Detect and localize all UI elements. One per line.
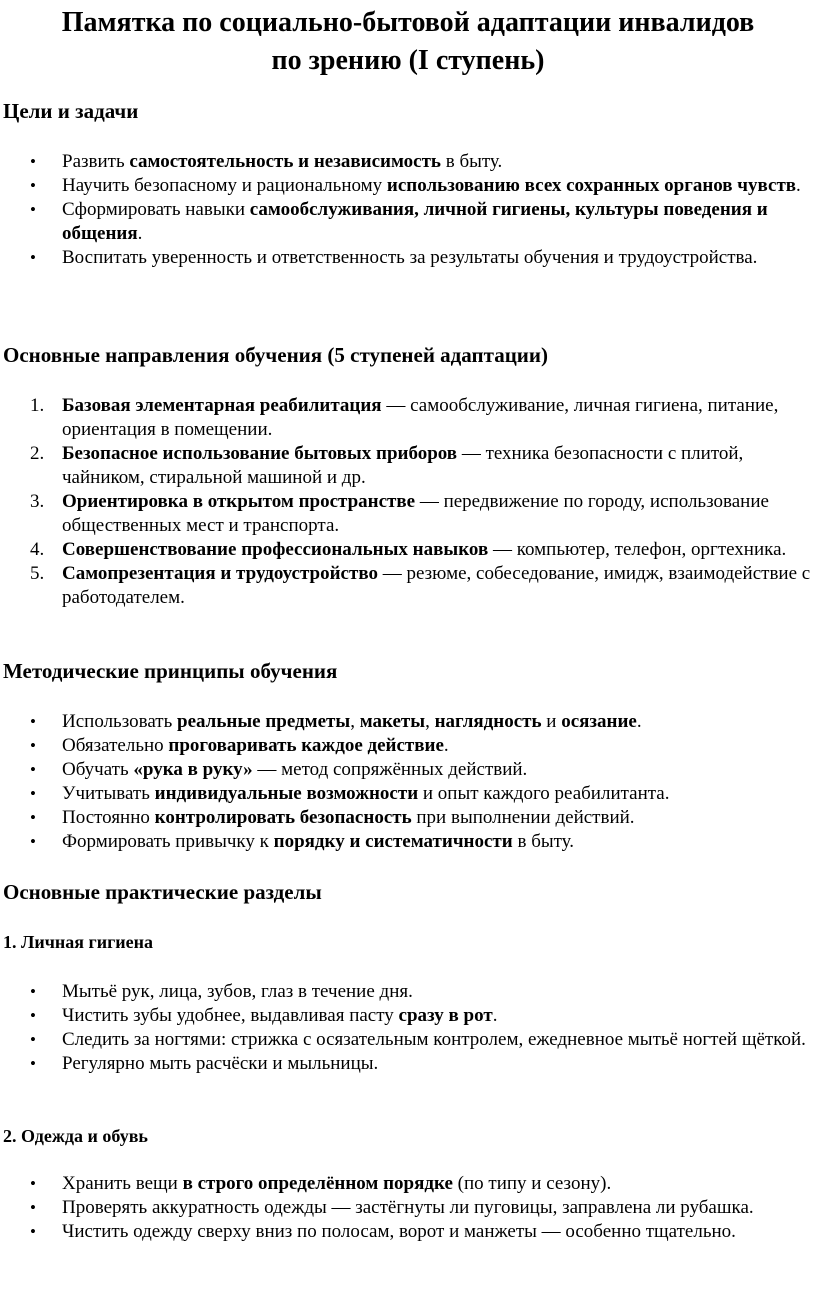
list-item: • Учитывать индивидуальные возможности и опыт каждого реабилитанта. xyxy=(0,782,812,806)
list-item: • Чистить зубы удобнее, выдавливая пасту сразу в рот. xyxy=(0,1004,812,1028)
list-item: 2. Безопасное использование бытовых приборов — техника безопасности с плитой, чайником, стиральной машиной и др. xyxy=(30,443,744,488)
list-item: 3. Ориентировка в открытом пространстве — передвижение по городу, использование общественных мест и транспорта. xyxy=(30,491,769,536)
hygiene-list xyxy=(0,980,812,1076)
list-item: • Сформировать навыки самообслуживания, личной гигиены, культуры поведения и общения. xyxy=(0,198,812,246)
list-item: • Регулярно мыть расчёски и мыльницы. xyxy=(0,1052,812,1076)
list-item: • Обязательно проговаривать каждое действие. xyxy=(0,734,812,758)
list-item: • Научить безопасному и рациональному использованию всех сохранных органов чувств. xyxy=(0,174,812,198)
practical-heading: Основные практические разделы xyxy=(3,880,322,904)
list-item: • Обучать «рука в руку» — метод сопряжённых действий. xyxy=(0,758,812,782)
directions-heading: Основные направления обучения (5 ступеней адаптации) xyxy=(3,343,548,367)
list-item: 1. Базовая элементарная реабилитация — самообслуживание, личная гигиена, питание, ориентация в помещении. xyxy=(30,395,779,440)
document-title xyxy=(0,4,816,80)
list-item: • Использовать реальные предметы, макеты, наглядность и осязание. xyxy=(0,710,812,734)
goals-heading: Цели и задачи xyxy=(3,99,139,123)
list-item: 4. Совершенствование профессиональных навыков — компьютер, телефон, оргтехника. xyxy=(30,539,787,560)
title-line-1: Памятка по социально-бытовой адаптации инвалидов xyxy=(61,7,755,38)
clothing-list xyxy=(0,1172,812,1244)
list-item: • Воспитать уверенность и ответственность за результаты обучения и трудоустройства. xyxy=(0,246,812,270)
title-line-2: по зрению (I ступень) xyxy=(271,45,545,76)
list-item: • Следить за ногтями: стрижка с осязательным контролем, ежедневное мытьё ногтей щёткой. xyxy=(0,1028,812,1052)
list-item: • Формировать привычку к порядку и систематичности в быту. xyxy=(0,830,812,854)
principles-list xyxy=(0,710,812,854)
list-item: • Хранить вещи в строго определённом порядке (по типу и сезону). xyxy=(0,1172,812,1196)
list-item: • Чистить одежду сверху вниз по полосам, ворот и манжеты — особенно тщательно. xyxy=(0,1220,812,1244)
principles-heading: Методические принципы обучения xyxy=(3,659,338,683)
list-item: • Развить самостоятельность и независимость в быту. xyxy=(0,150,812,174)
clothing-heading: 2. Одежда и обувь xyxy=(3,1126,148,1146)
list-item: • Мытьё рук, лица, зубов, глаз в течение дня. xyxy=(0,980,812,1004)
list-item: 5. Самопрезентация и трудоустройство — резюме, собеседование, имидж, взаимодействие с работодателем. xyxy=(30,563,811,608)
directions-list xyxy=(0,394,812,610)
list-item: • Постоянно контролировать безопасность при выполнении действий. xyxy=(0,806,812,830)
hygiene-heading: 1. Личная гигиена xyxy=(3,932,153,952)
list-item: • Проверять аккуратность одежды — застёгнуты ли пуговицы, заправлена ли рубашка. xyxy=(0,1196,812,1220)
goals-list xyxy=(0,150,812,270)
